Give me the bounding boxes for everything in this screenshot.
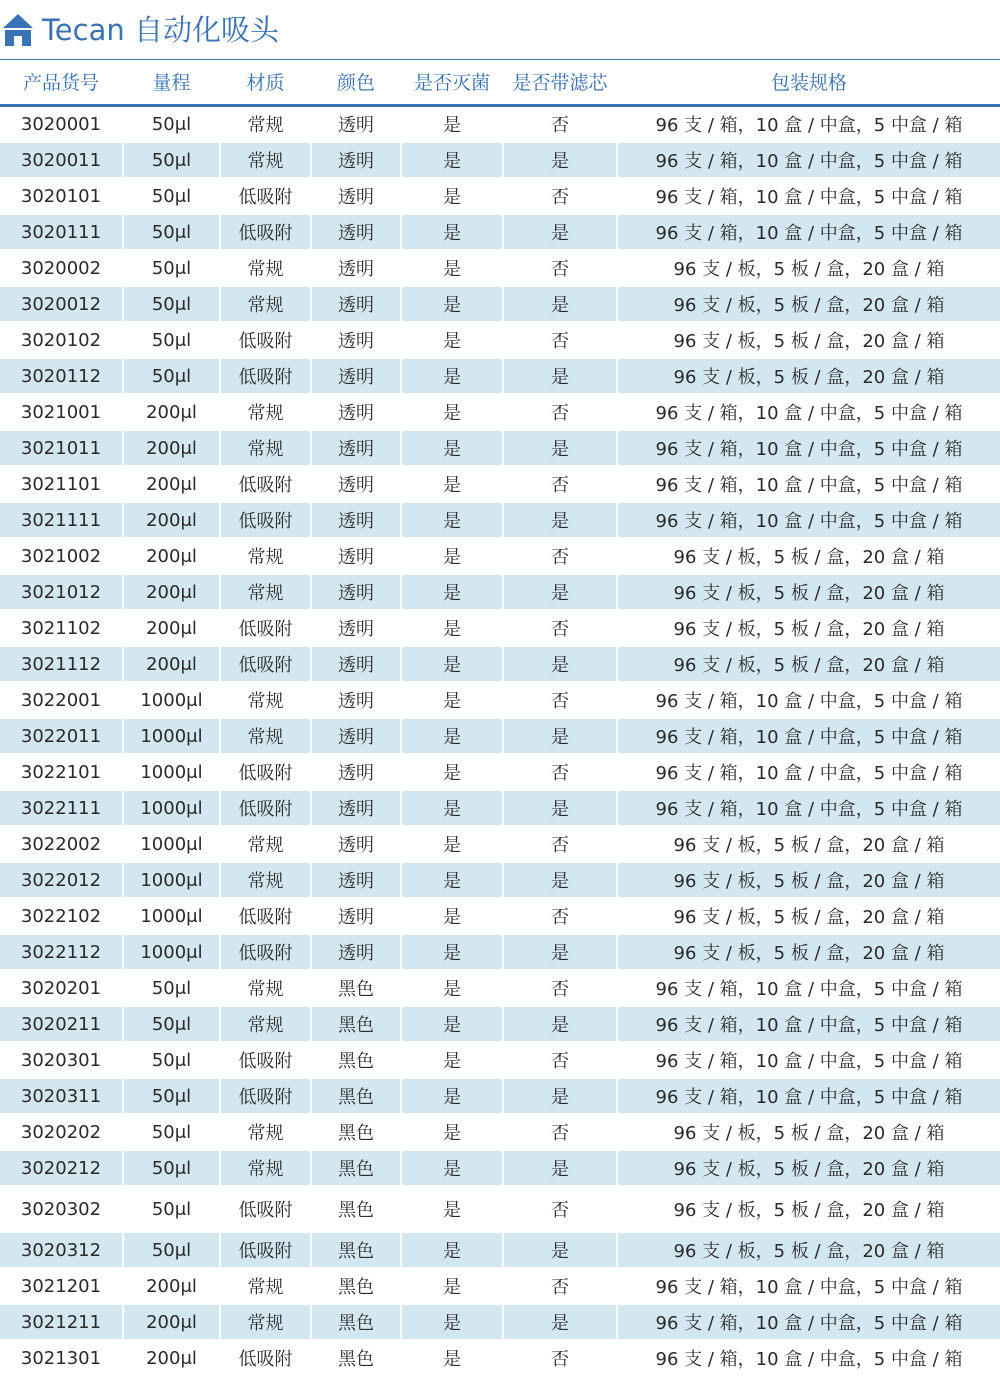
table-row — [0, 251, 1000, 287]
filter-cell: 否 — [551, 187, 569, 208]
color-cell: 透明 — [338, 763, 374, 784]
sterile-cell: 是 — [443, 1123, 461, 1144]
color-cell: 透明 — [312, 935, 400, 969]
volume-cell: 1000μl — [124, 935, 219, 969]
material-cell: 常规 — [247, 979, 284, 1000]
volume-cell: 50μl — [151, 1049, 192, 1071]
filter-cell: 否 — [551, 1123, 569, 1144]
material-cell: 常规 — [247, 115, 284, 136]
table-row — [0, 827, 1000, 863]
product-number-cell: 3020112 — [0, 359, 122, 393]
table-row — [0, 1007, 1000, 1043]
filter-cell: 是 — [504, 431, 616, 465]
filter-cell: 是 — [504, 215, 616, 249]
sterile-cell: 是 — [402, 503, 502, 537]
packaging-cell: 96 支 / 箱，10 盒 / 中盒，5 中盒 / 箱 — [618, 719, 1000, 753]
volume-cell: 50μl — [124, 143, 219, 177]
filter-cell: 是 — [504, 503, 616, 537]
color-cell: 黑色 — [312, 1151, 400, 1185]
material-cell: 常规 — [221, 431, 310, 465]
table-row — [0, 1341, 1000, 1377]
volume-cell: 50μl — [151, 185, 192, 207]
material-cell: 常规 — [247, 403, 284, 424]
sterile-cell: 是 — [402, 863, 502, 897]
filter-cell: 否 — [551, 835, 569, 856]
material-cell: 常规 — [247, 259, 284, 280]
color-cell: 透明 — [312, 287, 400, 321]
page-title: Tecan 自动化吸头 — [42, 13, 279, 47]
sterile-cell: 是 — [443, 547, 461, 568]
packaging-cell: 96 支 / 板，5 板 / 盒，20 盒 / 箱 — [618, 575, 1000, 609]
sterile-cell: 是 — [443, 907, 461, 928]
home-icon — [2, 13, 34, 47]
volume-cell: 200μl — [124, 1305, 219, 1339]
packaging-cell: 96 支 / 板，5 板 / 盒，20 盒 / 箱 — [673, 259, 945, 280]
product-number-cell: 3020212 — [0, 1151, 122, 1185]
table-row — [0, 287, 1000, 323]
material-cell: 低吸附 — [221, 359, 310, 393]
filter-cell: 否 — [551, 331, 569, 352]
filter-cell: 是 — [504, 359, 616, 393]
product-number-cell: 3022011 — [0, 719, 122, 753]
packaging-cell: 96 支 / 箱，10 盒 / 中盒，5 中盒 / 箱 — [655, 1349, 963, 1370]
sterile-cell: 是 — [402, 575, 502, 609]
filter-cell: 否 — [551, 1200, 569, 1221]
material-cell: 常规 — [221, 287, 310, 321]
packaging-cell: 96 支 / 箱，10 盒 / 中盒，5 中盒 / 箱 — [655, 1051, 963, 1072]
packaging-cell: 96 支 / 箱，10 盒 / 中盒，5 中盒 / 箱 — [618, 1305, 1000, 1339]
volume-cell: 50μl — [124, 359, 219, 393]
color-cell: 透明 — [312, 647, 400, 681]
material-cell: 低吸附 — [238, 907, 293, 928]
packaging-cell: 96 支 / 板，5 板 / 盒，20 盒 / 箱 — [673, 907, 945, 928]
table-row — [0, 899, 1000, 935]
packaging-cell: 96 支 / 板，5 板 / 盒，20 盒 / 箱 — [618, 359, 1000, 393]
packaging-cell: 96 支 / 板，5 板 / 盒，20 盒 / 箱 — [673, 331, 945, 352]
packaging-cell: 96 支 / 板，5 板 / 盒，20 盒 / 箱 — [618, 647, 1000, 681]
packaging-cell: 96 支 / 箱，10 盒 / 中盒，5 中盒 / 箱 — [655, 403, 963, 424]
material-cell: 常规 — [247, 1123, 284, 1144]
sterile-cell: 是 — [402, 359, 502, 393]
product-number-cell: 3022002 — [20, 833, 102, 855]
product-number-cell: 3020002 — [20, 257, 102, 279]
table-row — [0, 791, 1000, 827]
filter-cell: 是 — [504, 1151, 616, 1185]
material-cell: 低吸附 — [221, 1233, 310, 1267]
product-number-cell: 3021211 — [0, 1305, 122, 1339]
table-row — [0, 575, 1000, 611]
packaging-cell: 96 支 / 箱，10 盒 / 中盒，5 中盒 / 箱 — [618, 1007, 1000, 1041]
filter-cell: 否 — [551, 115, 569, 136]
filter-cell: 是 — [504, 647, 616, 681]
volume-cell: 50μl — [151, 329, 192, 351]
table-row — [0, 503, 1000, 539]
color-cell: 透明 — [312, 503, 400, 537]
product-number-cell: 3021102 — [20, 617, 102, 639]
product-number-cell: 3020001 — [20, 113, 102, 135]
material-cell: 常规 — [221, 1007, 310, 1041]
header-sterile: 是否灭菌 — [413, 72, 490, 94]
product-number-cell: 3020301 — [20, 1049, 102, 1071]
material-cell: 低吸附 — [238, 331, 293, 352]
color-cell: 透明 — [338, 907, 374, 928]
filter-cell: 是 — [504, 287, 616, 321]
volume-cell: 1000μl — [124, 863, 219, 897]
table-row — [0, 467, 1000, 503]
filter-cell: 是 — [504, 719, 616, 753]
table-row — [0, 1043, 1000, 1079]
table-row — [0, 935, 1000, 971]
material-cell: 常规 — [247, 547, 284, 568]
header-material: 材质 — [246, 72, 285, 94]
sterile-cell: 是 — [402, 1079, 502, 1113]
material-cell: 低吸附 — [238, 1349, 293, 1370]
sterile-cell: 是 — [402, 287, 502, 321]
product-number-cell: 3021301 — [20, 1347, 102, 1369]
material-cell: 低吸附 — [221, 1079, 310, 1113]
material-cell: 低吸附 — [238, 1051, 293, 1072]
sterile-cell: 是 — [402, 1151, 502, 1185]
color-cell: 黑色 — [338, 1200, 374, 1221]
product-number-cell: 3022111 — [0, 791, 122, 825]
packaging-cell: 96 支 / 箱，10 盒 / 中盒，5 中盒 / 箱 — [618, 215, 1000, 249]
table-row — [0, 1151, 1000, 1187]
material-cell: 低吸附 — [221, 503, 310, 537]
sterile-cell: 是 — [443, 331, 461, 352]
packaging-cell: 96 支 / 板，5 板 / 盒，20 盒 / 箱 — [618, 863, 1000, 897]
color-cell: 透明 — [312, 719, 400, 753]
sterile-cell: 是 — [443, 835, 461, 856]
material-cell: 常规 — [221, 575, 310, 609]
material-cell: 低吸附 — [238, 619, 293, 640]
table-row — [0, 1305, 1000, 1341]
color-cell: 透明 — [312, 215, 400, 249]
filter-cell: 是 — [504, 863, 616, 897]
product-number-cell: 3020312 — [0, 1233, 122, 1267]
filter-cell: 是 — [504, 1233, 616, 1267]
packaging-cell: 96 支 / 箱，10 盒 / 中盒，5 中盒 / 箱 — [655, 1277, 963, 1298]
filter-cell: 否 — [551, 475, 569, 496]
product-number-cell: 3021011 — [0, 431, 122, 465]
volume-cell: 1000μl — [140, 833, 203, 855]
filter-cell: 否 — [551, 619, 569, 640]
product-number-cell: 3020101 — [20, 185, 102, 207]
sterile-cell: 是 — [443, 403, 461, 424]
filter-cell: 否 — [551, 691, 569, 712]
filter-cell: 是 — [504, 1079, 616, 1113]
color-cell: 黑色 — [312, 1305, 400, 1339]
material-cell: 低吸附 — [238, 187, 293, 208]
table-row — [0, 395, 1000, 431]
table-row — [0, 611, 1000, 647]
color-cell: 透明 — [312, 431, 400, 465]
filter-cell: 是 — [504, 935, 616, 969]
product-number-cell: 3020011 — [0, 143, 122, 177]
filter-cell: 否 — [551, 1277, 569, 1298]
table-row — [0, 431, 1000, 467]
sterile-cell: 是 — [443, 259, 461, 280]
sterile-cell: 是 — [443, 1200, 461, 1221]
color-cell: 透明 — [338, 475, 374, 496]
table-row — [0, 323, 1000, 359]
sterile-cell: 是 — [402, 143, 502, 177]
sterile-cell: 是 — [443, 691, 461, 712]
volume-cell: 1000μl — [140, 689, 203, 711]
material-cell: 低吸附 — [221, 791, 310, 825]
volume-cell: 200μl — [146, 401, 197, 423]
product-number-cell: 3021112 — [0, 647, 122, 681]
table-row — [0, 755, 1000, 791]
product-number-cell: 3022101 — [20, 761, 102, 783]
color-cell: 透明 — [312, 575, 400, 609]
volume-cell: 50μl — [151, 1121, 192, 1143]
table-row — [0, 179, 1000, 215]
material-cell: 常规 — [221, 863, 310, 897]
packaging-cell: 96 支 / 箱，10 盒 / 中盒，5 中盒 / 箱 — [655, 691, 963, 712]
packaging-cell: 96 支 / 箱，10 盒 / 中盒，5 中盒 / 箱 — [618, 503, 1000, 537]
product-number-cell: 3020311 — [0, 1079, 122, 1113]
sterile-cell: 是 — [402, 431, 502, 465]
header-product-number: 产品货号 — [22, 72, 99, 94]
packaging-cell: 96 支 / 箱，10 盒 / 中盒，5 中盒 / 箱 — [618, 791, 1000, 825]
product-number-cell: 3022001 — [20, 689, 102, 711]
sterile-cell: 是 — [443, 115, 461, 136]
color-cell: 透明 — [338, 619, 374, 640]
color-cell: 透明 — [338, 547, 374, 568]
volume-cell: 200μl — [146, 1347, 197, 1369]
color-cell: 透明 — [312, 143, 400, 177]
header-packaging: 包装规格 — [770, 72, 847, 94]
material-cell: 常规 — [221, 719, 310, 753]
table-row — [0, 539, 1000, 575]
volume-cell: 200μl — [124, 647, 219, 681]
filter-cell: 否 — [551, 979, 569, 1000]
filter-cell: 是 — [504, 1007, 616, 1041]
material-cell: 低吸附 — [221, 215, 310, 249]
material-cell: 常规 — [247, 835, 284, 856]
sterile-cell: 是 — [443, 475, 461, 496]
product-number-cell: 3022012 — [0, 863, 122, 897]
filter-cell: 是 — [504, 575, 616, 609]
product-number-cell: 3020302 — [20, 1198, 102, 1220]
table-row — [0, 647, 1000, 683]
sterile-cell: 是 — [443, 619, 461, 640]
volume-cell: 50μl — [124, 1233, 219, 1267]
sterile-cell: 是 — [443, 187, 461, 208]
volume-cell: 50μl — [151, 113, 192, 135]
material-cell: 常规 — [221, 143, 310, 177]
filter-cell: 是 — [504, 143, 616, 177]
color-cell: 透明 — [312, 359, 400, 393]
color-cell: 透明 — [312, 791, 400, 825]
product-number-cell: 3020201 — [20, 977, 102, 999]
color-cell: 透明 — [338, 115, 374, 136]
sterile-cell: 是 — [402, 1233, 502, 1267]
color-cell: 黑色 — [338, 1349, 374, 1370]
volume-cell: 1000μl — [140, 761, 203, 783]
table-row — [0, 107, 1000, 143]
product-number-cell: 3021201 — [20, 1275, 102, 1297]
sterile-cell: 是 — [402, 791, 502, 825]
material-cell: 常规 — [247, 691, 284, 712]
material-cell: 低吸附 — [221, 935, 310, 969]
filter-cell: 是 — [504, 1305, 616, 1339]
packaging-cell: 96 支 / 箱，10 盒 / 中盒，5 中盒 / 箱 — [655, 979, 963, 1000]
header-color: 颜色 — [336, 72, 375, 94]
product-number-cell: 3022112 — [0, 935, 122, 969]
product-number-cell: 3021001 — [20, 401, 102, 423]
packaging-cell: 96 支 / 箱，10 盒 / 中盒，5 中盒 / 箱 — [655, 763, 963, 784]
table-row — [0, 863, 1000, 899]
volume-cell: 200μl — [146, 473, 197, 495]
table-row — [0, 719, 1000, 755]
material-cell: 常规 — [221, 1305, 310, 1339]
volume-cell: 1000μl — [140, 905, 203, 927]
volume-cell: 50μl — [151, 977, 192, 999]
filter-cell: 否 — [551, 1349, 569, 1370]
packaging-cell: 96 支 / 箱，10 盒 / 中盒，5 中盒 / 箱 — [655, 475, 963, 496]
title-bar — [0, 0, 1000, 62]
sterile-cell: 是 — [402, 215, 502, 249]
material-cell: 常规 — [247, 1277, 284, 1298]
sterile-cell: 是 — [402, 647, 502, 681]
product-number-cell: 3022102 — [20, 905, 102, 927]
volume-cell: 50μl — [151, 1198, 192, 1220]
product-number-cell: 3021002 — [20, 545, 102, 567]
title-divider — [0, 59, 1000, 60]
table-row — [0, 1233, 1000, 1269]
table-row — [0, 1115, 1000, 1151]
volume-cell: 1000μl — [124, 791, 219, 825]
packaging-cell: 96 支 / 板，5 板 / 盒，20 盒 / 箱 — [673, 1123, 945, 1144]
filter-cell: 否 — [551, 259, 569, 280]
packaging-cell: 96 支 / 板，5 板 / 盒，20 盒 / 箱 — [618, 1233, 1000, 1267]
volume-cell: 200μl — [146, 617, 197, 639]
color-cell: 透明 — [338, 691, 374, 712]
color-cell: 透明 — [312, 863, 400, 897]
color-cell: 透明 — [338, 835, 374, 856]
product-number-cell: 3020211 — [0, 1007, 122, 1041]
product-number-cell: 3021012 — [0, 575, 122, 609]
volume-cell: 50μl — [124, 287, 219, 321]
color-cell: 黑色 — [338, 1277, 374, 1298]
packaging-cell: 96 支 / 板，5 板 / 盒，20 盒 / 箱 — [618, 287, 1000, 321]
table-row — [0, 1187, 1000, 1233]
table-row — [0, 971, 1000, 1007]
table-header — [0, 62, 1000, 104]
product-number-cell: 3020202 — [20, 1121, 102, 1143]
color-cell: 透明 — [338, 259, 374, 280]
sterile-cell: 是 — [402, 719, 502, 753]
table-row — [0, 143, 1000, 179]
filter-cell: 否 — [551, 547, 569, 568]
header-filter: 是否带滤芯 — [512, 72, 608, 94]
volume-cell: 1000μl — [124, 719, 219, 753]
product-number-cell: 3020111 — [0, 215, 122, 249]
color-cell: 黑色 — [312, 1079, 400, 1113]
volume-cell: 200μl — [146, 545, 197, 567]
packaging-cell: 96 支 / 箱，10 盒 / 中盒，5 中盒 / 箱 — [655, 115, 963, 136]
sterile-cell: 是 — [443, 1277, 461, 1298]
packaging-cell: 96 支 / 板，5 板 / 盒，20 盒 / 箱 — [673, 835, 945, 856]
packaging-cell: 96 支 / 箱，10 盒 / 中盒，5 中盒 / 箱 — [618, 1079, 1000, 1113]
filter-cell: 否 — [551, 403, 569, 424]
filter-cell: 否 — [551, 907, 569, 928]
volume-cell: 200μl — [124, 431, 219, 465]
volume-cell: 50μl — [124, 1079, 219, 1113]
sterile-cell: 是 — [402, 1007, 502, 1041]
volume-cell: 200μl — [124, 503, 219, 537]
packaging-cell: 96 支 / 板，5 板 / 盒，20 盒 / 箱 — [618, 1151, 1000, 1185]
sterile-cell: 是 — [443, 979, 461, 1000]
volume-cell: 50μl — [151, 257, 192, 279]
material-cell: 低吸附 — [238, 475, 293, 496]
filter-cell: 是 — [504, 791, 616, 825]
table-row — [0, 1079, 1000, 1115]
volume-cell: 50μl — [124, 215, 219, 249]
filter-cell: 否 — [551, 763, 569, 784]
material-cell: 低吸附 — [238, 763, 293, 784]
table-row — [0, 215, 1000, 251]
filter-cell: 否 — [551, 1051, 569, 1072]
color-cell: 黑色 — [312, 1233, 400, 1267]
product-number-cell: 3020102 — [20, 329, 102, 351]
color-cell: 黑色 — [312, 1007, 400, 1041]
packaging-cell: 96 支 / 板，5 板 / 盒，20 盒 / 箱 — [673, 547, 945, 568]
table-row — [0, 359, 1000, 395]
header-volume: 量程 — [152, 72, 191, 94]
table-row — [0, 683, 1000, 719]
packaging-cell: 96 支 / 板，5 板 / 盒，20 盒 / 箱 — [673, 1200, 945, 1221]
material-cell: 低吸附 — [221, 647, 310, 681]
sterile-cell: 是 — [443, 1349, 461, 1370]
color-cell: 黑色 — [338, 1051, 374, 1072]
volume-cell: 200μl — [124, 575, 219, 609]
sterile-cell: 是 — [443, 1051, 461, 1072]
product-number-cell: 3021111 — [0, 503, 122, 537]
product-number-cell: 3020012 — [0, 287, 122, 321]
sterile-cell: 是 — [402, 935, 502, 969]
color-cell: 黑色 — [338, 1123, 374, 1144]
material-cell: 低吸附 — [238, 1200, 293, 1221]
sterile-cell: 是 — [443, 763, 461, 784]
packaging-cell: 96 支 / 箱，10 盒 / 中盒，5 中盒 / 箱 — [618, 431, 1000, 465]
packaging-cell: 96 支 / 箱，10 盒 / 中盒，5 中盒 / 箱 — [655, 187, 963, 208]
packaging-cell: 96 支 / 板，5 板 / 盒，20 盒 / 箱 — [673, 619, 945, 640]
volume-cell: 50μl — [124, 1007, 219, 1041]
sterile-cell: 是 — [402, 1305, 502, 1339]
packaging-cell: 96 支 / 箱，10 盒 / 中盒，5 中盒 / 箱 — [618, 143, 1000, 177]
product-number-cell: 3021101 — [20, 473, 102, 495]
color-cell: 透明 — [338, 403, 374, 424]
table-row — [0, 1269, 1000, 1305]
volume-cell: 50μl — [124, 1151, 219, 1185]
color-cell: 黑色 — [338, 979, 374, 1000]
material-cell: 常规 — [221, 1151, 310, 1185]
color-cell: 透明 — [338, 331, 374, 352]
packaging-cell: 96 支 / 板，5 板 / 盒，20 盒 / 箱 — [618, 935, 1000, 969]
color-cell: 透明 — [338, 187, 374, 208]
volume-cell: 200μl — [146, 1275, 197, 1297]
